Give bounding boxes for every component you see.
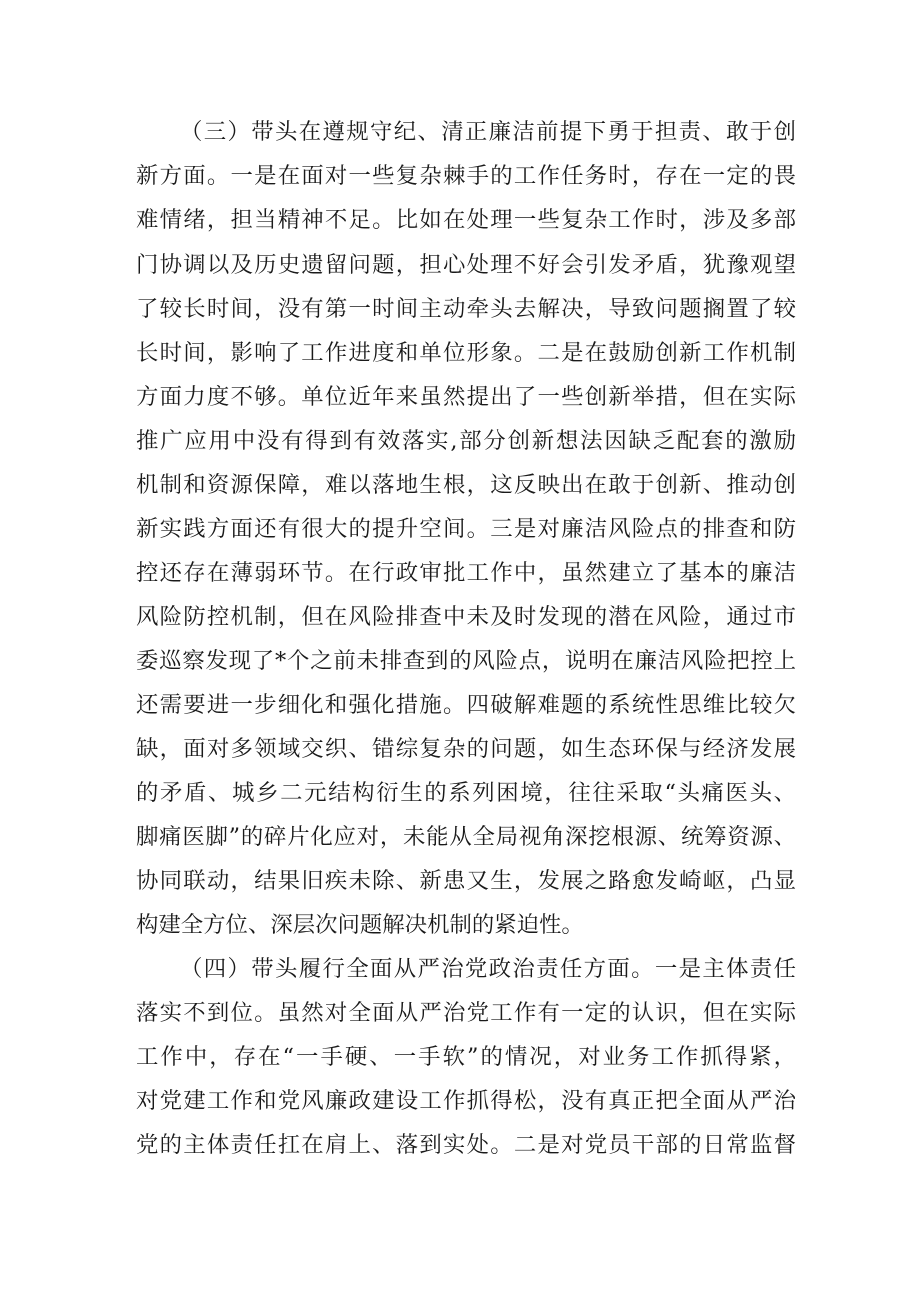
text-line: 委巡察发现了*个之前未排查到的风险点，说明在廉洁风险把控上 xyxy=(136,648,796,674)
text-line: 推广应用中没有得到有效落实,部分创新想法因缺乏配套的激励 xyxy=(136,428,796,454)
text-line: 方面力度不够。单位近年来虽然提出了一些创新举措，但在实际 xyxy=(136,384,796,410)
text-line: 了较长时间，没有第一时间主动牵头去解决，导致问题搁置了较 xyxy=(136,296,796,322)
text-line: 难情绪，担当精神不足。比如在处理一些复杂工作时，涉及多部 xyxy=(136,207,796,233)
text-line: 新实践方面还有很大的提升空间。三是对廉洁风险点的排查和防 xyxy=(136,516,796,542)
text-line-paragraph-end: 构建全方位、深层次问题解决机制的紧迫性。 xyxy=(136,912,584,938)
text-line: 协同联动，结果旧疾未除、新患又生，发展之路愈发崎岖，凸显 xyxy=(136,868,796,894)
text-line: 对党建工作和党风廉政建设工作抓得松，没有真正把全面从严治 xyxy=(136,1088,796,1114)
text-line: 落实不到位。虽然对全面从严治党工作有一定的认识，但在实际 xyxy=(136,1000,796,1026)
text-line: 新方面。一是在面对一些复杂棘手的工作任务时，存在一定的畏 xyxy=(136,163,796,189)
text-line: 的矛盾、城乡二元结构衍生的系列困境，往往采取“头痛医头、 xyxy=(136,780,796,806)
text-line: 门协调以及历史遗留问题，担心处理不好会引发矛盾，犹豫观望 xyxy=(136,252,796,278)
text-line: 缺，面对多领域交织、错综复杂的问题，如生态环保与经济发展 xyxy=(136,736,796,762)
text-line: 风险防控机制，但在风险排查中未及时发现的潜在风险，通过市 xyxy=(136,604,796,630)
paragraph-4-heading-line: （四）带头履行全面从严治党政治责任方面。一是主体责任 xyxy=(180,956,796,982)
text-line: 脚痛医脚”的碎片化应对，未能从全局视角深挖根源、统筹资源、 xyxy=(136,824,796,850)
text-line: 工作中，存在“一手硬、一手软”的情况，对业务工作抓得紧， xyxy=(136,1044,796,1070)
paragraph-3-heading-line: （三）带头在遵规守纪、清正廉洁前提下勇于担责、敢于创 xyxy=(180,119,796,145)
text-line: 长时间，影响了工作进度和单位形象。二是在鼓励创新工作机制 xyxy=(136,340,796,366)
text-line: 机制和资源保障，难以落地生根，这反映出在敢于创新、推动创 xyxy=(136,472,796,498)
text-line: 还需要进一步细化和强化措施。四破解难题的系统性思维比较欠 xyxy=(136,692,796,718)
text-line: 党的主体责任扛在肩上、落到实处。二是对党员干部的日常监督 xyxy=(136,1132,796,1158)
text-line: 控还存在薄弱环节。在行政审批工作中，虽然建立了基本的廉洁 xyxy=(136,560,796,586)
